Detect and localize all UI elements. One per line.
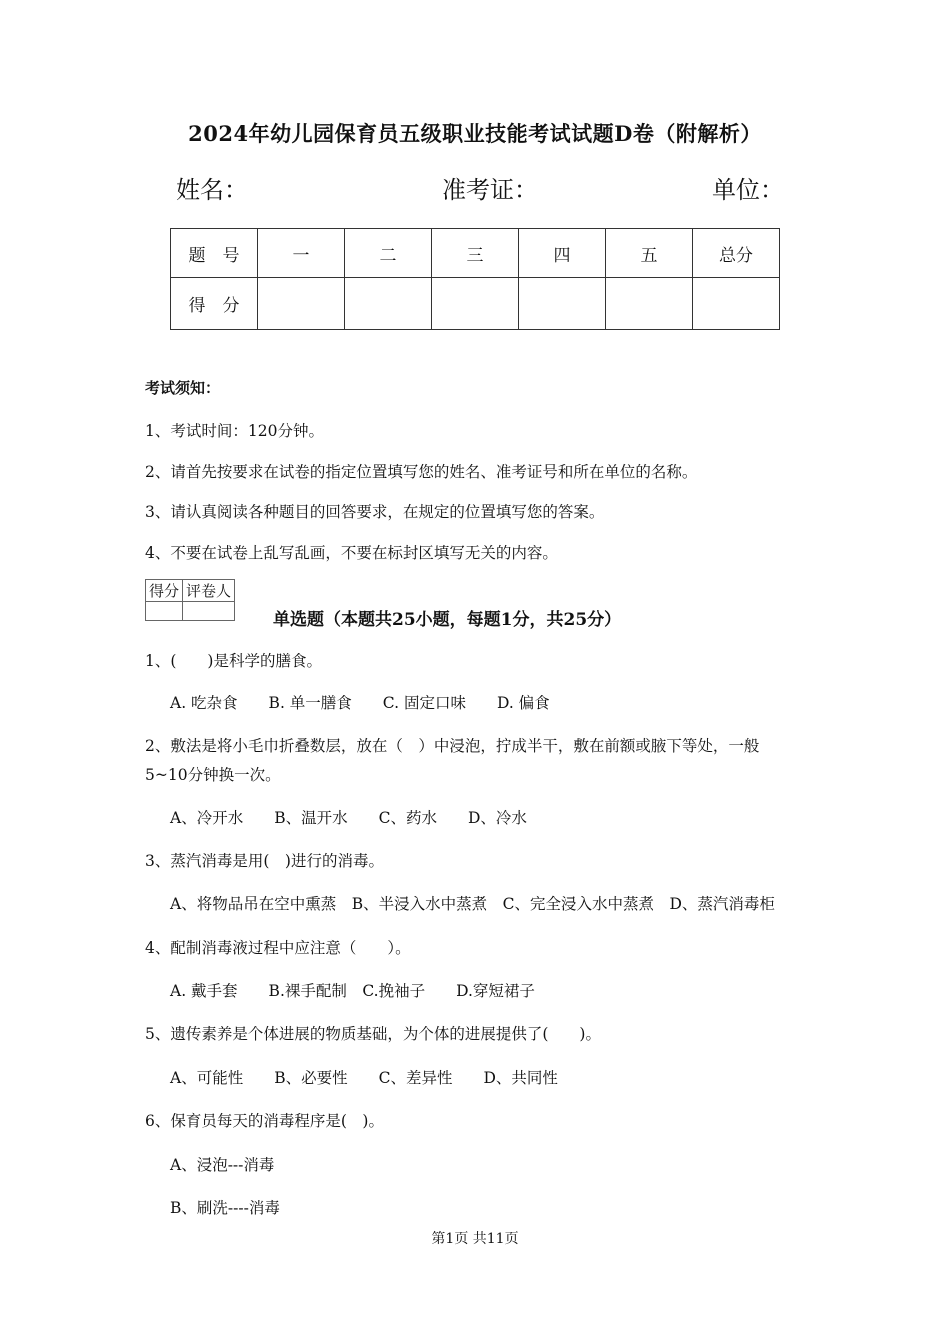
name-field-label: 姓名： [176, 176, 248, 204]
notice-item: 2、请首先按要求在试卷的指定位置填写您的姓名、准考证号和所在单位的名称。 [145, 463, 698, 481]
question-option: B、刷洗----消毒 [170, 1199, 280, 1217]
question-options: A、将物品吊在空中熏蒸 B、半浸入水中蒸煮 C、完全浸入水中蒸煮 D、蒸汽消毒柜 [170, 895, 775, 913]
notice-item: 1、考试时间：120分钟。 [145, 422, 324, 440]
exam-id-field-label: 准考证： [442, 176, 538, 204]
notice-item: 4、不要在试卷上乱写乱画，不要在标封区填写无关的内容。 [145, 544, 558, 562]
score-table-col: 二 [345, 229, 432, 278]
question-options: A. 吃杂食 B. 单一膳食 C. 固定口味 D. 偏食 [170, 694, 550, 712]
question-stem: 4、配制消毒液过程中应注意（ ）。 [145, 939, 411, 957]
question-stem: 1、( )是科学的膳食。 [145, 652, 322, 670]
score-cell[interactable] [345, 278, 432, 330]
question-options: A. 戴手套 B.裸手配制 C.挽袖子 D.穿短裙子 [170, 982, 535, 1000]
score-cell[interactable] [258, 278, 345, 330]
grader-score-cell[interactable] [146, 602, 183, 621]
page-footer: 第1页 共11页 [431, 1231, 519, 1247]
score-table-col: 五 [606, 229, 693, 278]
question-stem: 2、敷法是将小毛巾折叠数层，放在（ ）中浸泡，拧成半干，敷在前额或腋下等处，一般 [145, 737, 760, 755]
score-table-col: 四 [519, 229, 606, 278]
grader-score-label: 得分 [146, 580, 183, 602]
unit-field-label: 单位： [712, 176, 784, 204]
question-option: A、浸泡---消毒 [170, 1156, 275, 1174]
grader-box [145, 579, 235, 621]
score-table-score-row [171, 278, 780, 330]
score-table-header-row [171, 229, 780, 278]
notice-item: 3、请认真阅读各种题目的回答要求，在规定的位置填写您的答案。 [145, 503, 605, 521]
score-table [170, 228, 780, 330]
score-table-col: 一 [258, 229, 345, 278]
document-title: 2024年幼儿园保育员五级职业技能考试试题D卷（附解析） [188, 121, 762, 146]
grader-name-cell[interactable] [183, 602, 235, 621]
question-stem: 5、遗传素养是个体进展的物质基础，为个体的进展提供了( )。 [145, 1025, 601, 1043]
question-stem-continued: 5~10分钟换一次。 [145, 766, 281, 784]
question-options: A、可能性 B、必要性 C、差异性 D、共同性 [170, 1069, 558, 1087]
score-table-header-label: 题 号 [171, 229, 258, 278]
score-cell[interactable] [693, 278, 780, 330]
score-cell[interactable] [519, 278, 606, 330]
score-cell[interactable] [432, 278, 519, 330]
score-table-col: 三 [432, 229, 519, 278]
question-stem: 3、蒸汽消毒是用( )进行的消毒。 [145, 852, 384, 870]
grader-name-label: 评卷人 [183, 580, 235, 602]
score-cell[interactable] [606, 278, 693, 330]
score-table-col: 总分 [693, 229, 780, 278]
question-options: A、冷开水 B、温开水 C、药水 D、冷水 [170, 809, 527, 827]
score-table-row-label: 得 分 [171, 278, 258, 330]
notice-heading: 考试须知： [145, 379, 221, 397]
question-stem: 6、保育员每天的消毒程序是( )。 [145, 1112, 384, 1130]
section-title: 单选题（本题共25小题，每题1分，共25分） [273, 610, 622, 630]
